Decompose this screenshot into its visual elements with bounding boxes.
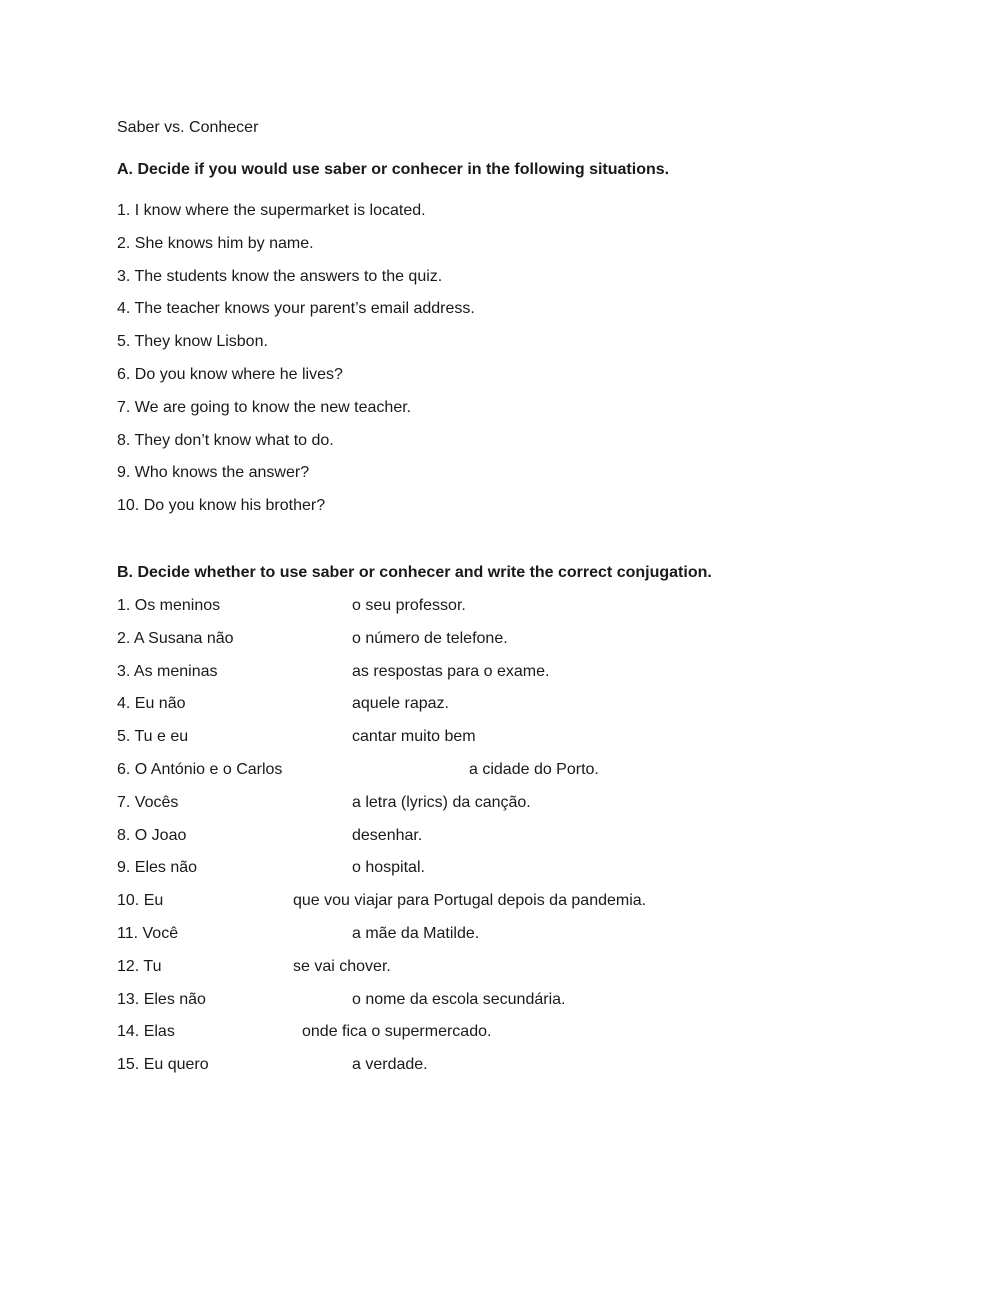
sentence-subject: 7. Vocês — [117, 793, 179, 811]
sentence-rest: cantar muito bem — [352, 728, 476, 746]
sentence-subject: 8. O Joao — [117, 826, 187, 844]
list-item: 9. Who knows the answer? — [117, 464, 310, 482]
sentence-subject: 13. Eles não — [117, 990, 206, 1008]
list-item — [117, 793, 877, 826]
section-b-list — [117, 596, 877, 1088]
sentence-subject: 12. Tu — [117, 957, 162, 975]
sentence-subject: 5. Tu e eu — [117, 728, 189, 746]
list-item — [117, 826, 877, 859]
list-item — [117, 1022, 877, 1055]
sentence-rest: que vou viajar para Portugal depois da pandemia. — [293, 892, 647, 910]
sentence-rest: a verdade. — [352, 1056, 428, 1074]
list-item — [117, 891, 877, 924]
list-item: 5. They know Lisbon. — [117, 333, 268, 351]
sentence-rest: a letra (lyrics) da canção. — [352, 793, 531, 811]
list-item: 8. They don’t know what to do. — [117, 431, 334, 449]
sentence-subject: 6. O António e o Carlos — [117, 760, 283, 778]
list-item — [117, 1055, 877, 1088]
sentence-rest: aquele rapaz. — [352, 695, 449, 713]
list-item — [117, 957, 877, 990]
sentence-subject: 14. Elas — [117, 1023, 175, 1041]
section-a-list — [117, 201, 475, 529]
list-item — [117, 694, 877, 727]
page-title: Saber vs. Conhecer — [117, 119, 259, 136]
sentence-rest: o seu professor. — [352, 597, 466, 614]
list-item: 2. She knows him by name. — [117, 234, 314, 252]
list-item: 1. I know where the supermarket is located. — [117, 202, 426, 219]
list-item: 6. Do you know where he lives? — [117, 365, 343, 383]
list-item — [117, 858, 877, 891]
sentence-subject: 11. Você — [117, 924, 179, 942]
sentence-rest: desenhar. — [352, 826, 423, 844]
list-item: 10. Do you know his brother? — [117, 497, 326, 515]
list-item — [117, 760, 877, 793]
list-item — [117, 596, 877, 629]
sentence-subject: 4. Eu não — [117, 695, 186, 713]
sentence-rest: onde fica o supermercado. — [302, 1023, 492, 1041]
list-item — [117, 727, 877, 760]
sentence-rest: o número de telefone. — [352, 629, 508, 647]
list-item: 3. The students know the answers to the quiz. — [117, 267, 443, 285]
list-item — [117, 662, 877, 695]
list-item: 7. We are going to know the new teacher. — [117, 398, 412, 416]
sentence-subject: 15. Eu quero — [117, 1056, 209, 1074]
list-item: 4. The teacher knows your parent’s email address. — [117, 300, 475, 318]
list-item — [117, 629, 877, 662]
section-a-heading: A. Decide if you would use saber or conhecer in the following situations. — [117, 161, 670, 178]
list-item — [117, 924, 877, 957]
sentence-rest: se vai chover. — [293, 957, 391, 975]
sentence-subject: 1. Os meninos — [117, 597, 221, 614]
sentence-subject: 3. As meninas — [117, 662, 218, 680]
list-item — [117, 990, 877, 1023]
sentence-subject: 9. Eles não — [117, 859, 198, 877]
sentence-rest: a cidade do Porto. — [469, 760, 599, 778]
sentence-subject: 2. A Susana não — [117, 629, 234, 647]
sentence-rest: a mãe da Matilde. — [352, 924, 480, 942]
sentence-rest: o nome da escola secundária. — [352, 990, 566, 1008]
section-b-heading: B. Decide whether to use saber or conhecer and write the correct conjugation. — [117, 564, 712, 581]
sentence-rest: as respostas para o exame. — [352, 662, 550, 680]
sentence-rest: o hospital. — [352, 859, 425, 877]
sentence-subject: 10. Eu — [117, 892, 164, 910]
